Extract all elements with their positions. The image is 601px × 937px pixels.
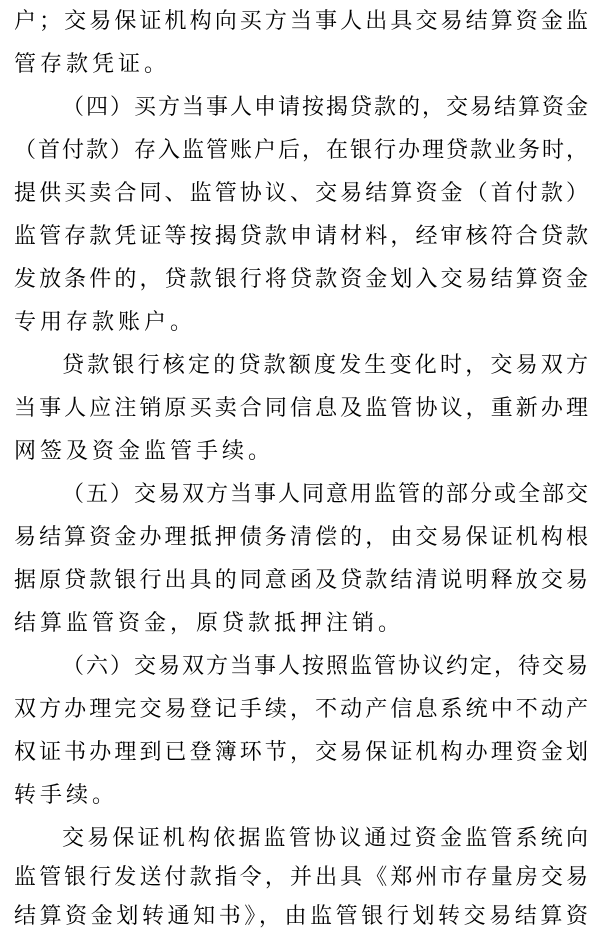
text-line: 提供买卖合同、监管协议、交易结算资金（首付款）	[14, 181, 588, 206]
text-line: 据原贷款银行出具的同意函及贷款结清说明释放交易	[14, 568, 588, 593]
text-line: 贷款银行核定的贷款额度发生变化时，交易双方	[62, 353, 588, 378]
text-line: 当事人应注销原买卖合同信息及监管协议，重新办理	[14, 396, 588, 421]
text-line: （五）交易双方当事人同意用监管的部分或全部交	[62, 482, 588, 507]
text-line: 易结算资金办理抵押债务清偿的，由交易保证机构根	[14, 525, 588, 550]
text-line: 专用存款账户。	[14, 310, 197, 335]
text-line: 管存款凭证。	[14, 52, 171, 77]
text-line: 双方办理完交易登记手续，不动产信息系统中不动产	[14, 697, 588, 722]
text-line: 权证书办理到已登簿环节，交易保证机构办理资金划	[14, 740, 588, 765]
text-line: 结算资金划转通知书》，由监管银行划转交易结算资	[14, 904, 588, 929]
text-line: 转手续。	[14, 783, 119, 808]
text-line: 户；交易保证机构向买方当事人出具交易结算资金监	[14, 9, 588, 34]
text-line: （首付款）存入监管账户后，在银行办理贷款业务时，	[14, 138, 588, 163]
text-line: 监管银行发送付款指令，并出具《郑州市存量房交易	[14, 865, 588, 890]
text-line: 网签及资金监管手续。	[14, 439, 275, 464]
text-line: 交易保证机构依据监管协议通过资金监管系统向	[62, 826, 588, 851]
text-line: 发放条件的，贷款银行将贷款资金划入交易结算资金	[14, 267, 588, 292]
text-line: 监管存款凭证等按揭贷款申请材料，经审核符合贷款	[14, 224, 588, 249]
text-line: （四）买方当事人申请按揭贷款的，交易结算资金	[62, 95, 588, 120]
text-line: （六）交易双方当事人按照监管协议约定，待交易	[62, 654, 588, 679]
text-line: 结算监管资金，原贷款抵押注销。	[14, 611, 405, 636]
